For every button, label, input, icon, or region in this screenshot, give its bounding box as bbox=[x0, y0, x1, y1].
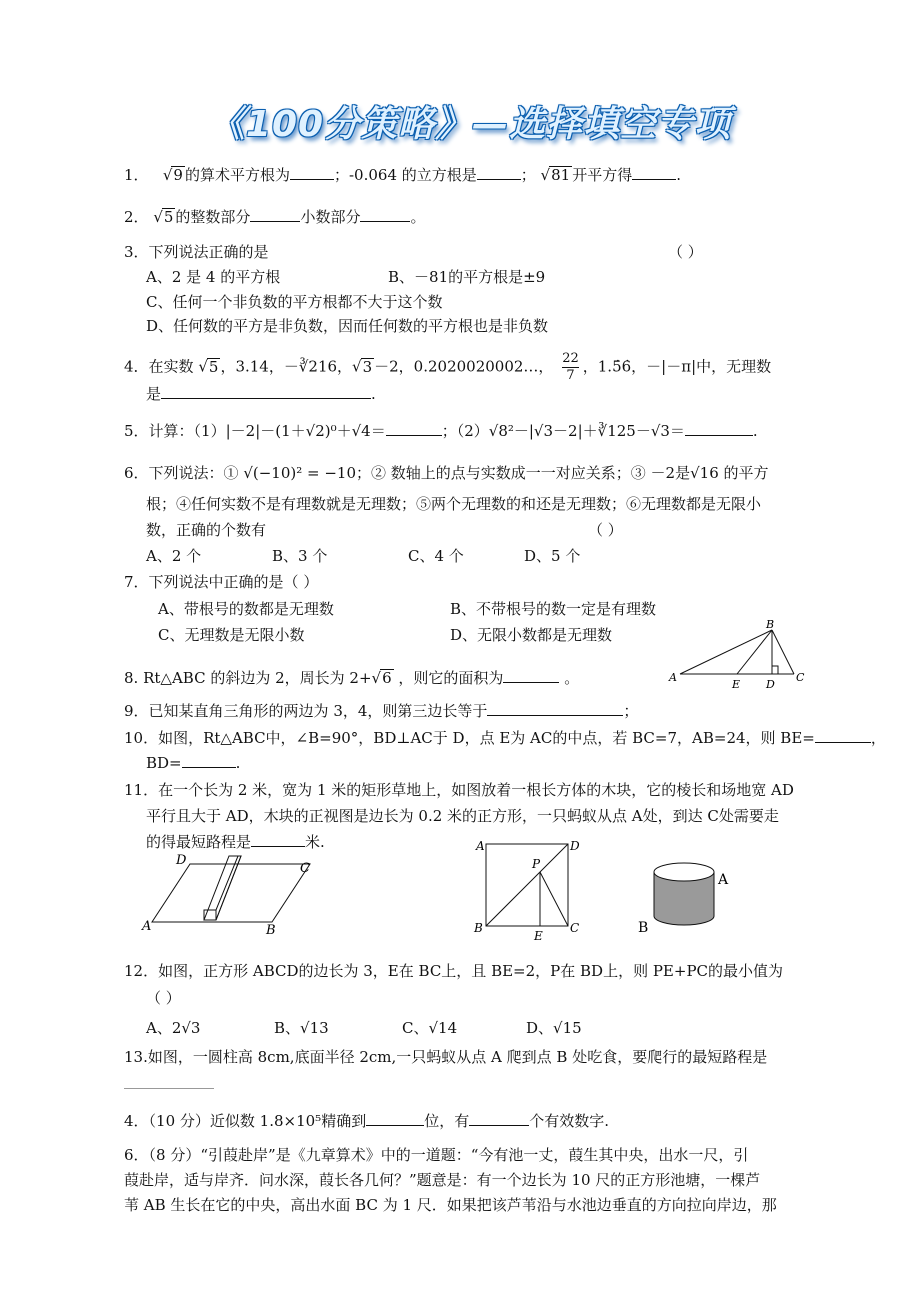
field-block-figure bbox=[138, 850, 328, 940]
option-b: B、3 个 bbox=[272, 547, 328, 565]
answer-paren[interactable]: （ ） bbox=[146, 989, 181, 1007]
answer-blank[interactable] bbox=[182, 753, 236, 768]
question-6-line1: 6．下列说法：① √(−10)² = −10；② 数轴上的点与实数成一一对应关系；③ －2是√16 的平方 bbox=[124, 464, 769, 482]
label-a: A bbox=[718, 872, 729, 888]
option-d: D、5 个 bbox=[524, 547, 581, 565]
option-d: D、√15 bbox=[526, 1019, 582, 1037]
question-11-line2: 平行且大于 AD，木块的正视图是边长为 0.2 米的正方形，一只蚂蚁从点 A处，到达 C处需要走 bbox=[146, 807, 779, 825]
question-6b-line3: 苇 AB 生长在它的中央，高出水面 BC 为 1 尺．如果把该芦苇沿与水池边垂直的方向拉向岸边，那 bbox=[124, 1196, 777, 1214]
answer-blank[interactable] bbox=[477, 165, 521, 180]
question-10: 10．如图，Rt△ABC中，∠B=90°，BD⊥AC于 D，点 E为 AC的中点，若 BC=7，AB=24，则 BE= ， bbox=[124, 729, 886, 747]
answer-blank[interactable] bbox=[290, 165, 334, 180]
option-a: A、2 个 bbox=[146, 547, 202, 565]
label-b: B bbox=[266, 923, 276, 938]
sqrt-symbol: √ bbox=[162, 166, 173, 184]
question-1: 1． √9 的算术平方根为 ；-0.064 的立方根是 ； √81 开平方得 . bbox=[124, 166, 681, 184]
question-6b-line2: 葭赴岸，适与岸齐．问水深，葭长各几何？”题意是：有一个边长为 10 尺的正方形池塘，一棵芦 bbox=[124, 1171, 761, 1189]
triangle-figure bbox=[668, 618, 818, 692]
page-title: 《100分策略》—选择填空专项 bbox=[208, 104, 732, 145]
option-c: C、无理数是无限小数 bbox=[158, 626, 305, 644]
answer-paren[interactable]: （ ） bbox=[668, 243, 703, 261]
option-c: C、任何一个非负数的平方根都不大于这个数 bbox=[146, 293, 443, 311]
label-a: A bbox=[669, 671, 677, 684]
option-b: B、不带根号的数一定是有理数 bbox=[450, 600, 657, 618]
answer-blank[interactable] bbox=[815, 728, 871, 743]
question-10-line2: BD= . bbox=[146, 754, 241, 772]
label-d: D bbox=[570, 839, 580, 853]
label-a: A bbox=[476, 839, 485, 853]
question-11-line3: 的得最短路程是 米. bbox=[146, 833, 325, 851]
option-d: D、无限小数都是无理数 bbox=[450, 626, 613, 644]
label-b: B bbox=[638, 920, 649, 936]
question-4: 4．在实数 √5 ，3.14，－∛216，√3 －2，0.2020020002…， $\frac{22}{7}$ ，1.5̇6̇，－|－π|中，无理数 bbox=[124, 351, 772, 383]
question-2: 2． √5 的整数部分 小数部分 。 bbox=[124, 208, 426, 226]
answer-blank[interactable] bbox=[685, 421, 753, 436]
question-4b: 4．（10 分）近似数 1.8×10⁵精确到 位，有 个有效数字. bbox=[124, 1112, 609, 1130]
question-6b: 6．（8 分）“引葭赴岸”是《九章算术》中的一道题：“今有池一丈，葭生其中央，出水一尺，引 bbox=[124, 1146, 749, 1164]
answer-blank[interactable] bbox=[250, 207, 300, 222]
answer-blank[interactable] bbox=[360, 207, 410, 222]
answer-blank[interactable] bbox=[487, 701, 623, 716]
label-e: E bbox=[732, 678, 741, 691]
option-a: A、2√3 bbox=[146, 1019, 201, 1037]
option-c: C、4 个 bbox=[408, 547, 464, 565]
label-c: C bbox=[796, 671, 805, 684]
answer-blank[interactable] bbox=[632, 165, 676, 180]
answer-blank[interactable] bbox=[503, 668, 559, 683]
label-d: D bbox=[176, 853, 187, 868]
label-e: E bbox=[534, 929, 543, 943]
fraction: $\frac{22}{7}$ bbox=[562, 351, 579, 383]
question-11: 11．在一个长为 2 米，宽为 1 米的矩形草地上，如图放着一根长方体的木块，它的棱长和场地宽 AD bbox=[124, 781, 794, 799]
option-b: B、√13 bbox=[274, 1019, 329, 1037]
question-3-stem: 3．下列说法正确的是 bbox=[124, 243, 269, 261]
question-7-stem: 7．下列说法中正确的是（ ） bbox=[124, 573, 319, 591]
question-6-line3: 数，正确的个数有 bbox=[146, 521, 267, 539]
question-13: 13.如图，一圆柱高 8cm,底面半径 2cm,一只蚂蚁从点 A 爬到点 B 处吃食，要爬行的最短路程是 bbox=[124, 1048, 768, 1066]
answer-blank[interactable] bbox=[251, 832, 305, 847]
option-d: D、任何数的平方是非负数，因而任何数的平方根也是非负数 bbox=[146, 317, 549, 335]
label-d: D bbox=[766, 678, 775, 691]
question-12: 12．如图，正方形 ABCD的边长为 3，E在 BC上，且 BE=2，P在 BD上，则 PE+PC的最小值为 bbox=[124, 962, 784, 980]
question-5: 5．计算：（1）|－2|－(1＋√2)⁰＋√4＝ ；（2）√8²－|√3－2|＋∛125－√3＝ . bbox=[124, 422, 758, 440]
cylinder-figure bbox=[632, 852, 742, 938]
answer-paren[interactable]: （ ） bbox=[588, 521, 623, 539]
label-c: C bbox=[300, 861, 310, 876]
question-4-line2: 是 . bbox=[146, 385, 376, 403]
answer-blank[interactable] bbox=[161, 384, 371, 399]
option-b: B、－81的平方根是±9 bbox=[388, 268, 546, 286]
label-c: C bbox=[570, 921, 580, 935]
question-8: 8. Rt△ABC 的斜边为 2，周长为 2+√6 ，则它的面积为 。 bbox=[124, 669, 580, 687]
label-b: B bbox=[766, 618, 775, 631]
answer-blank[interactable] bbox=[124, 1088, 214, 1089]
label-b: B bbox=[474, 921, 483, 935]
label-p: P bbox=[532, 857, 541, 871]
question-6-line2: 根；④任何实数不是有理数就是无理数；⑤两个无理数的和还是无理数；⑥无理数都是无限小 bbox=[146, 495, 762, 513]
answer-blank[interactable] bbox=[386, 421, 442, 436]
square-figure bbox=[470, 834, 590, 944]
label-a: A bbox=[142, 919, 152, 934]
answer-blank[interactable] bbox=[366, 1111, 424, 1126]
option-a: A、带根号的数都是无理数 bbox=[158, 600, 334, 618]
option-a: A、2 是 4 的平方根 bbox=[146, 268, 281, 286]
question-9: 9．已知某直角三角形的两边为 3，4，则第三边长等于 ； bbox=[124, 702, 639, 720]
option-c: C、√14 bbox=[402, 1019, 458, 1037]
answer-blank[interactable] bbox=[469, 1111, 529, 1126]
